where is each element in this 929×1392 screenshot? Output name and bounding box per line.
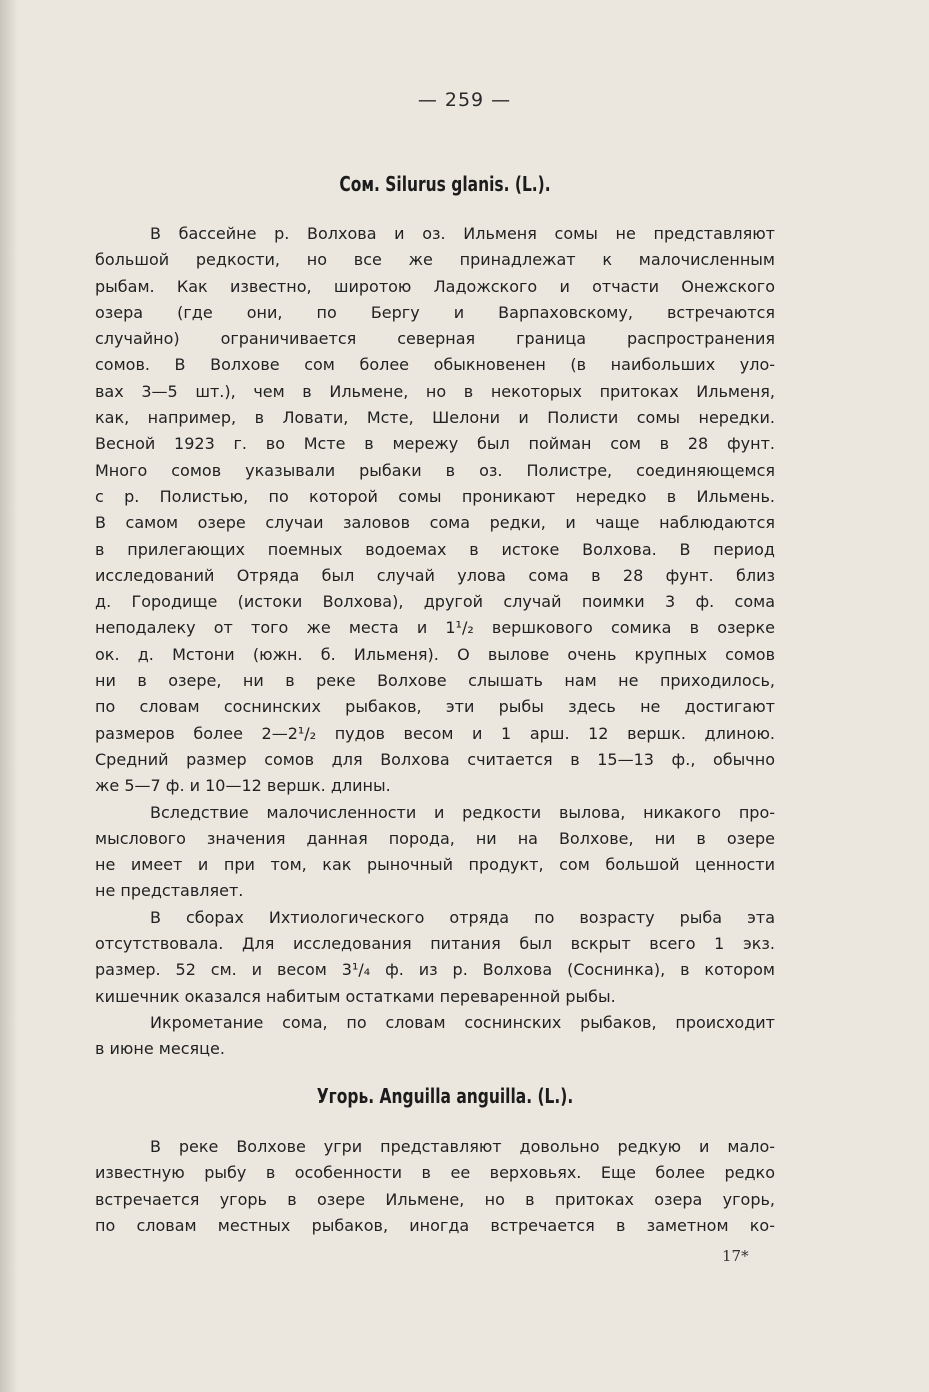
- text-line: д. Городище (истоки Волхова), другой случай поимки 3 ф. сома: [95, 592, 775, 612]
- text-line: случайно) ограничивается северная граница распространения: [95, 329, 775, 349]
- text-line: сомов. В Волхове сом более обыкновенен (в наибольших уло-: [95, 355, 775, 375]
- text-line: исследований Отряда был случай улова сома в 28 фунт. близ: [95, 565, 775, 585]
- section-body-som: [95, 221, 775, 1063]
- text-line: ни в озере, ни в реке Волхове слышать нам не приходилось,: [95, 671, 775, 691]
- text-line: отсутствовала. Для исследования питания был вскрыт всего 1 экз.: [95, 934, 775, 954]
- text-line: Средний размер сомов для Волхова считается в 15—13 ф., обычно: [95, 749, 775, 769]
- text-line: В бассейне р. Волхова и оз. Ильменя сомы не представляют: [150, 224, 775, 243]
- text-line: в прилегающих поемных водоемах в истоке Волхова. В период: [95, 539, 775, 559]
- text-line: Вследствие малочисленности и редкости вылова, никакого про-: [150, 802, 775, 822]
- text-line: озера (где они, по Бергу и Варпаховскому, встречаются: [95, 302, 775, 322]
- text-line: Икрометание сома, по словам соснинских рыбаков, происходит: [150, 1012, 775, 1032]
- text-line: рыбам. Как известно, широтою Ладожского и отчасти Онежского: [95, 276, 775, 296]
- text-line: размер. 52 см. и весом 3¹/₄ ф. из р. Волхова (Соснинка), в котором: [95, 960, 775, 980]
- text-line: размеров более 2—2¹/₂ пудов весом и 1 арш. 12 вершк. длиною.: [95, 723, 775, 743]
- text-line: известную рыбу в особенности в ее верховьях. Еще более редко: [95, 1163, 775, 1183]
- section-heading-ugor: Угорь. Anguilla anguilla. (L.).: [316, 1084, 574, 1108]
- text-line: Весной 1923 г. во Мсте в мережу был пойман сом в 28 фунт.: [95, 434, 775, 454]
- text-line: не представляет.: [95, 881, 244, 901]
- text-line: вах 3—5 шт.), чем в Ильмене, но в некоторых притоках Ильменя,: [95, 381, 775, 401]
- printer-signature: 17*: [722, 1247, 749, 1265]
- page-number: — 259 —: [417, 89, 512, 111]
- text-line: Много сомов указывали рыбаки в оз. Полистре, соединяющемся: [95, 460, 775, 480]
- text-line: по словам соснинских рыбаков, эти рыбы здесь не достигают: [95, 697, 775, 717]
- section-heading-som: Сом. Silurus glanis. (L.).: [339, 172, 551, 196]
- text-line: как, например, в Ловати, Мсте, Шелони и Полисти сомы нередки.: [95, 408, 775, 428]
- section-body-ugor: [95, 1134, 775, 1239]
- text-line: встречается угорь в озере Ильмене, но в притоках озера угорь,: [95, 1189, 775, 1209]
- page-edge-shadow: [0, 0, 18, 1392]
- text-line: В самом озере случаи заловов сома редки, и чаще наблюдаются: [95, 513, 775, 533]
- text-line: В реке Волхове угри представляют довольно редкую и мало-: [150, 1137, 775, 1156]
- text-line: кишечник оказался набитым остатками переваренной рыбы.: [95, 986, 616, 1006]
- text-line: мыслового значения данная порода, ни на Волхове, ни в озере: [95, 828, 775, 848]
- text-line: неподалеку от того же места и 1¹/₂ вершкового сомика в озерке: [95, 618, 775, 638]
- text-line: большой редкости, но все же принадлежат к малочисленным: [95, 250, 775, 270]
- text-line: с р. Полистью, по которой сомы проникают нередко в Ильмень.: [95, 486, 775, 506]
- text-line: ок. д. Мстони (южн. б. Ильменя). О вылове очень крупных сомов: [95, 644, 775, 664]
- text-line: же 5—7 ф. и 10—12 вершк. длины.: [95, 776, 391, 796]
- text-line: В сборах Ихтиологического отряда по возрасту рыба эта: [150, 907, 775, 927]
- text-line: не имеет и при том, как рыночный продукт, сом большой ценности: [95, 855, 775, 875]
- text-line: по словам местных рыбаков, иногда встречается в заметном ко-: [95, 1215, 775, 1235]
- text-line: в июне месяце.: [95, 1039, 225, 1059]
